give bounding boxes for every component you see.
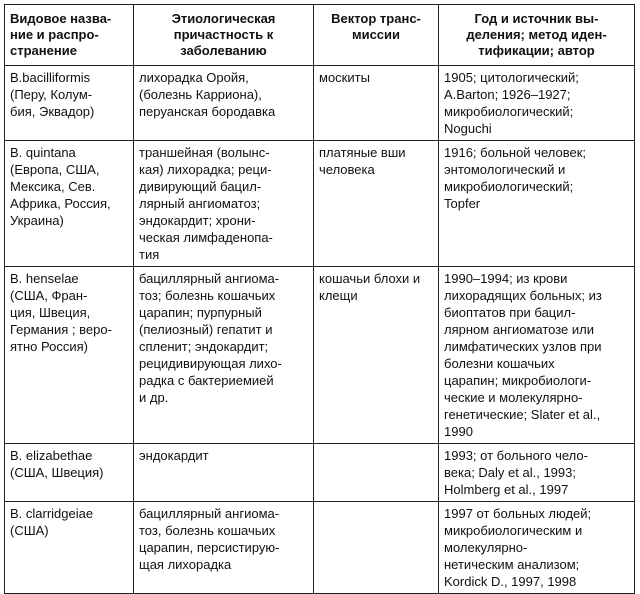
cell-source: [439, 66, 635, 141]
text-line: лихорадящих больных; из: [444, 288, 602, 303]
text-line: царапин; микробиологи-: [444, 373, 592, 388]
text-line: лихорадка Оройя,: [139, 70, 249, 85]
header-line: миссии: [351, 27, 401, 42]
header-line: причастность к: [173, 27, 274, 42]
text-line: Германия ; веро-: [10, 322, 112, 337]
text-line: клещи: [319, 288, 358, 303]
cell-disease: [134, 502, 314, 594]
cell-species: [5, 141, 134, 267]
table-row: [5, 444, 635, 502]
header-vector: [314, 5, 439, 66]
header-line: тификации; автор: [478, 43, 595, 58]
cell-vector: [314, 444, 439, 502]
header-line: Вектор транс-: [331, 11, 421, 26]
header-line: заболеванию: [180, 43, 267, 58]
text-line: перуанская бородавка: [139, 104, 276, 119]
header-line: Год и источник вы-: [474, 11, 599, 26]
cell-vector: [314, 141, 439, 267]
text-line: (Европа, США,: [10, 162, 100, 177]
text-line: человека: [319, 162, 375, 177]
header-line: ние и распро-: [10, 27, 99, 42]
cell-species: [5, 444, 134, 502]
text-line: радка с бактериемией: [139, 373, 274, 388]
table-header-row: [5, 5, 635, 66]
cell-disease: [134, 267, 314, 444]
table-row: [5, 141, 635, 267]
text-line: (США, Швеция): [10, 465, 104, 480]
text-line: москиты: [319, 70, 370, 85]
table-row: [5, 502, 635, 594]
text-line: генетические; Slater et al.,: [444, 407, 601, 422]
text-line: кая) лихорадка; реци-: [139, 162, 272, 177]
text-line: лимфатических узлов при: [444, 339, 602, 354]
text-line: эндокардит; хрони-: [139, 213, 256, 228]
cell-source: [439, 267, 635, 444]
text-line: бациллярный ангиома-: [139, 271, 280, 286]
text-line: ческие и молекулярно-: [444, 390, 583, 405]
text-line: (США): [10, 523, 49, 538]
cell-source: [439, 502, 635, 594]
text-line: микробиологический;: [444, 104, 574, 119]
cell-source: [439, 444, 635, 502]
text-line: энтомологический и: [444, 162, 566, 177]
cell-vector: [314, 502, 439, 594]
text-line: царапин; пурпурный: [139, 305, 262, 320]
text-line: ятно Россия): [10, 339, 88, 354]
cell-species: [5, 502, 134, 594]
text-line: Noguchi: [444, 121, 492, 136]
text-line: и др.: [139, 390, 169, 405]
text-line: кошачьи блохи и: [319, 271, 421, 286]
text-line: рецидивирующая лихо-: [139, 356, 282, 371]
text-line: микробиологическим и: [444, 523, 583, 538]
text-line: Украина): [10, 213, 64, 228]
cell-species: [5, 66, 134, 141]
text-line: 1993; от больного чело-: [444, 448, 588, 463]
text-line: века; Daly et al., 1993;: [444, 465, 576, 480]
header-line: Видовое назва-: [10, 11, 112, 26]
text-line: Kordick D., 1997, 1998: [444, 574, 577, 589]
text-line: Мексика, Сев.: [10, 179, 96, 194]
text-line: лярном ангиоматозе или: [444, 322, 594, 337]
text-line: эндокардит: [139, 448, 209, 463]
text-line: биоптатов при бацил-: [444, 305, 576, 320]
table-row: [5, 66, 635, 141]
text-line: тоз; болезнь кошачьих: [139, 288, 276, 303]
text-line: платяные вши: [319, 145, 406, 160]
cell-vector: [314, 66, 439, 141]
text-line: болезни кошачьих: [444, 356, 555, 371]
cell-disease: [134, 141, 314, 267]
text-line: бия, Эквадор): [10, 104, 95, 119]
bartonella-species-table: [4, 4, 635, 594]
header-line: Этиологическая: [171, 11, 276, 26]
header-source: [439, 5, 635, 66]
text-line: 1916; больной человек;: [444, 145, 586, 160]
text-line: (Перу, Колум-: [10, 87, 93, 102]
text-line: Topfer: [444, 196, 481, 211]
header-line: странение: [10, 43, 77, 58]
text-line: микробиологический;: [444, 179, 574, 194]
text-line: лярный ангиоматоз;: [139, 196, 261, 211]
text-line: B. elizabethae: [10, 448, 93, 463]
cell-disease: [134, 444, 314, 502]
text-line: (США, Фран-: [10, 288, 88, 303]
header-species: [5, 5, 134, 66]
text-line: нетическим анализом;: [444, 557, 580, 572]
text-line: дивирующий бацил-: [139, 179, 262, 194]
text-line: A.Barton; 1926–1927;: [444, 87, 571, 102]
text-line: бациллярный ангиома-: [139, 506, 280, 521]
text-line: ция, Швеция,: [10, 305, 91, 320]
cell-disease: [134, 66, 314, 141]
cell-species: [5, 267, 134, 444]
text-line: ческая лимфаденопа-: [139, 230, 273, 245]
header-line: деления; метод иден-: [466, 27, 607, 42]
text-line: Африка, Россия,: [10, 196, 111, 211]
text-line: царапин, персистирую-: [139, 540, 280, 555]
text-line: B. henselae: [10, 271, 79, 286]
text-line: (болезнь Карриона),: [139, 87, 262, 102]
cell-vector: [314, 267, 439, 444]
text-line: 1905; цитологический;: [444, 70, 579, 85]
table-row: [5, 267, 635, 444]
text-line: 1990: [444, 424, 473, 439]
text-line: B.bacilliformis: [10, 70, 91, 85]
header-disease: [134, 5, 314, 66]
text-line: 1997 от больных людей;: [444, 506, 592, 521]
text-line: тия: [139, 247, 160, 262]
text-line: B. quintana: [10, 145, 76, 160]
text-line: траншейная (волынс-: [139, 145, 270, 160]
text-line: (пелиозный) гепатит и: [139, 322, 273, 337]
text-line: молекулярно-: [444, 540, 528, 555]
text-line: щая лихорадка: [139, 557, 232, 572]
text-line: Holmberg et al., 1997: [444, 482, 569, 497]
cell-source: [439, 141, 635, 267]
text-line: тоз, болезнь кошачьих: [139, 523, 276, 538]
text-line: 1990–1994; из крови: [444, 271, 568, 286]
text-line: B. clarridgeiae: [10, 506, 94, 521]
text-line: спленит; эндокардит;: [139, 339, 269, 354]
